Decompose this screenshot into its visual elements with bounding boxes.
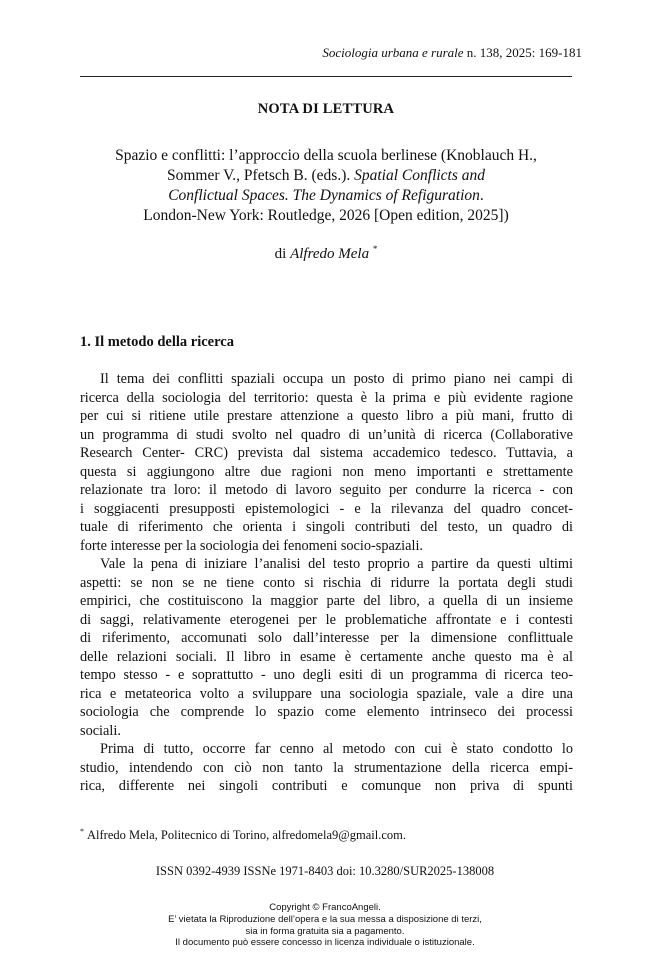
body-line: delle relazioni sociali. Il libro in esame è certamente anche questo ma è al	[80, 648, 573, 665]
body-line: relazionate tra loro: il metodo di lavoro seguito per condurre la ricerca - con	[80, 482, 573, 498]
body-text	[80, 370, 573, 796]
body-line: Il tema dei conflitti spaziali occupa un posto di primo piano nei campi di	[100, 371, 573, 387]
copyright-line: Il documento può essere concesso in licenza individuale o istituzionale.	[175, 937, 475, 949]
copyright-line: Copyright © FrancoAngeli.	[269, 902, 381, 913]
copyright-line: sia in forma gratuita sia a pagamento.	[245, 925, 405, 937]
body-line: questa si aggiungono altre due ragioni non meno importanti e strettamente	[80, 463, 573, 480]
body-line: aspetti: se non se ne tiene conto si rischia di ridurre la portata degli studi	[80, 574, 573, 591]
title-line-2-plain: Sommer V., Pfetsch B. (eds.).	[166, 167, 355, 184]
body-line: sociologia che comprende lo spazio come elemento intrinseco dei processi	[80, 704, 573, 720]
body-line: studio, intendendo con ciò non tanto la strumentazione della ricerca empi-	[80, 759, 573, 776]
section-heading: 1. Il metodo della ricerca	[80, 334, 234, 350]
body-line: i soggiacenti presupposti epistemologici - e la rilevanza del quadro concet-	[80, 500, 573, 517]
issn-line: ISSN 0392-4939 ISSNe 1971-8403 doi: 10.3280/SUR2025-138008	[155, 864, 495, 878]
header-rule	[80, 76, 572, 77]
body-line: di riferimento, accomunati solo dall’interesse per la dimensione conflittuale	[80, 630, 573, 646]
body-line: Research Center- CRC) prevista dal sistema accademico tedesco. Tuttavia, a	[80, 445, 573, 461]
copyright-notice	[0, 902, 650, 949]
title-line-3-italic: Conflictual Spaces. The Dynamics of Refiguration	[168, 187, 480, 204]
body-line: tuale di riferimento che orienta i singoli contributi del testo, un quadro di	[80, 519, 573, 535]
body-line: rica e metateorica volto a sviluppare una sociologia spaziale, vale a dire una	[80, 685, 573, 702]
body-line: tempo stesso - e soprattutto - uno degli esiti di un programma di ricerca teo-	[80, 667, 573, 683]
title-line-3-plain: .	[479, 187, 484, 204]
body-line: Vale la pena di iniziare l’analisi del testo proprio a partire da questi ultimi	[100, 556, 573, 572]
title-line-3	[80, 186, 572, 206]
body-line: ricerca della sociologia del territorio: questa è la prima e più evidente ragione	[80, 389, 573, 406]
body-line: forte interesse per la sociologia dei fenomeni socio-spaziali.	[80, 537, 423, 554]
journal-header	[322, 45, 582, 61]
title-line-2	[80, 166, 572, 186]
body-line: sociali.	[80, 722, 121, 739]
journal-name: Sociologia urbana e rurale	[322, 45, 464, 60]
article-title	[80, 146, 572, 226]
byline	[80, 244, 572, 263]
body-line: per cui si ritiene utile prestare attenzione a questo libro a più mani, frutto di	[80, 408, 573, 424]
footnote	[80, 827, 406, 843]
body-line: un programma di studi svolto nel quadro di un’unità di ricerca (Collaborative	[80, 426, 573, 443]
footnote-text: Alfredo Mela, Politecnico di Torino, alfredomela9@gmail.com.	[87, 828, 407, 842]
body-line: rica, differente nei singoli contributi e comunque non priva di spunti	[80, 778, 573, 794]
title-line-1: Spazio e conflitti: l’approccio della scuola berlinese (Knoblauch H.,	[115, 147, 537, 164]
body-line: Prima di tutto, occorre far cenno al metodo con cui è stato condotto lo	[100, 741, 573, 757]
body-line: di saggi, relativamente eterogenei per le problematiche affrontate e i contesti	[80, 611, 573, 628]
footnote-marker: *	[372, 244, 378, 254]
copyright-line: E’ vietata la Riproduzione dell’opera e la sua messa a disposizione di terzi,	[168, 913, 482, 925]
body-line: empirici, che costituiscono la maggior parte del libro, a quella di un insieme	[80, 593, 573, 609]
title-line-4: London-New York: Routledge, 2026 [Open edition, 2025])	[143, 207, 509, 224]
author-name: Alfredo Mela	[290, 246, 370, 262]
title-line-2-italic: Spatial Conflicts and	[354, 167, 486, 184]
footnote-marker: *	[80, 827, 84, 836]
section-type: NOTA DI LETTURA	[257, 101, 395, 117]
journal-issue: n. 138, 2025: 169-181	[463, 45, 582, 60]
byline-prefix: di	[274, 246, 291, 262]
